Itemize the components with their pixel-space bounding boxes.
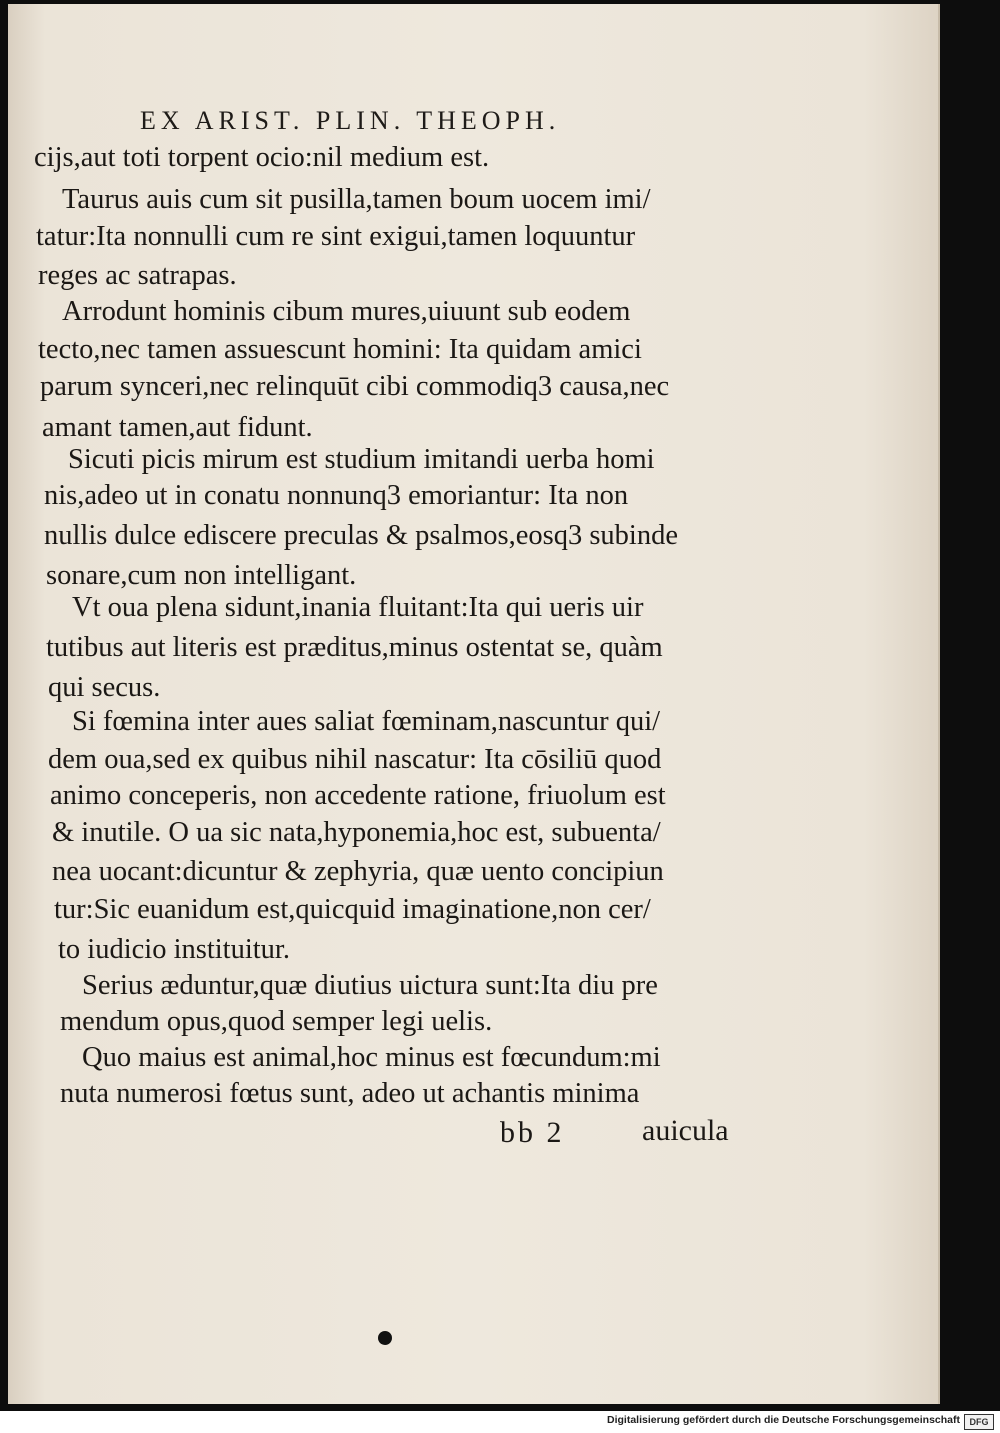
text-line: Serius æduntur,quæ diutius uictura sunt:Ita diu pre xyxy=(82,970,658,1001)
text-line: nis,adeo ut in conatu nonnunq3 emoriantur: Ita non xyxy=(44,480,629,511)
text-line: amant tamen,aut fidunt. xyxy=(42,412,313,443)
text-line: to iudicio instituitur. xyxy=(58,934,290,965)
running-head: EX ARIST. PLIN. THEOPH. xyxy=(140,106,561,135)
catchword: auicula xyxy=(642,1114,729,1147)
funding-credit: Digitalisierung gefördert durch die Deutsche Forschungsgemeinschaft xyxy=(607,1414,960,1426)
text-line: Sicuti picis mirum est studium imitandi uerba homi xyxy=(68,444,655,475)
text-line: tutibus aut literis est præditus,minus ostentat se, quàm xyxy=(46,632,663,663)
text-line: Taurus auis cum sit pusilla,tamen boum uocem imi/ xyxy=(62,184,651,215)
text-line: animo conceperis, non accedente ratione, friuolum est xyxy=(50,780,666,811)
text-line: parum synceri,nec relinquūt cibi commodiq3 causa,nec xyxy=(40,371,670,402)
text-line: nea uocant:dicuntur & zephyria, quæ uento concipiun xyxy=(52,856,664,887)
text-line: cijs,aut toti torpent ocio:nil medium est. xyxy=(34,142,490,173)
ink-dot xyxy=(378,1331,392,1345)
dfg-logo-icon: DFG xyxy=(964,1414,994,1430)
text-line: Quo maius est animal,hoc minus est fœcundum:mi xyxy=(82,1042,661,1073)
book-page xyxy=(8,4,940,1404)
text-line: tecto,nec tamen assuescunt homini: Ita quidam amici xyxy=(38,334,642,365)
text-line: mendum opus,quod semper legi uelis. xyxy=(60,1006,493,1037)
signature-mark: bb 2 xyxy=(500,1116,565,1149)
text-line: Arrodunt hominis cibum mures,uiuunt sub eodem xyxy=(62,296,631,327)
text-line: tatur:Ita nonnulli cum re sint exigui,tamen loquuntur xyxy=(36,221,636,252)
text-line: reges ac satrapas. xyxy=(38,260,237,291)
text-line: nullis dulce ediscere preculas & psalmos,eosq3 subinde xyxy=(44,520,678,551)
text-line: dem oua,sed ex quibus nihil nascatur: Ita cōsiliū quod xyxy=(48,744,662,775)
text-line: tur:Sic euanidum est,quicquid imaginatione,non cer/ xyxy=(54,894,651,925)
text-line: Vt oua plena sidunt,inania fluitant:Ita qui ueris uir xyxy=(72,592,644,623)
text-line: Si fœmina inter aues saliat fœminam,nascuntur qui/ xyxy=(72,706,661,737)
text-line: qui secus. xyxy=(48,672,161,703)
text-line: nuta numerosi fœtus sunt, adeo ut achantis minima xyxy=(60,1078,640,1109)
text-line: & inutile. O ua sic nata,hyponemia,hoc est, subuenta/ xyxy=(52,817,661,848)
text-line: sonare,cum non intelligant. xyxy=(46,560,357,591)
footer-bar xyxy=(0,1411,1000,1433)
